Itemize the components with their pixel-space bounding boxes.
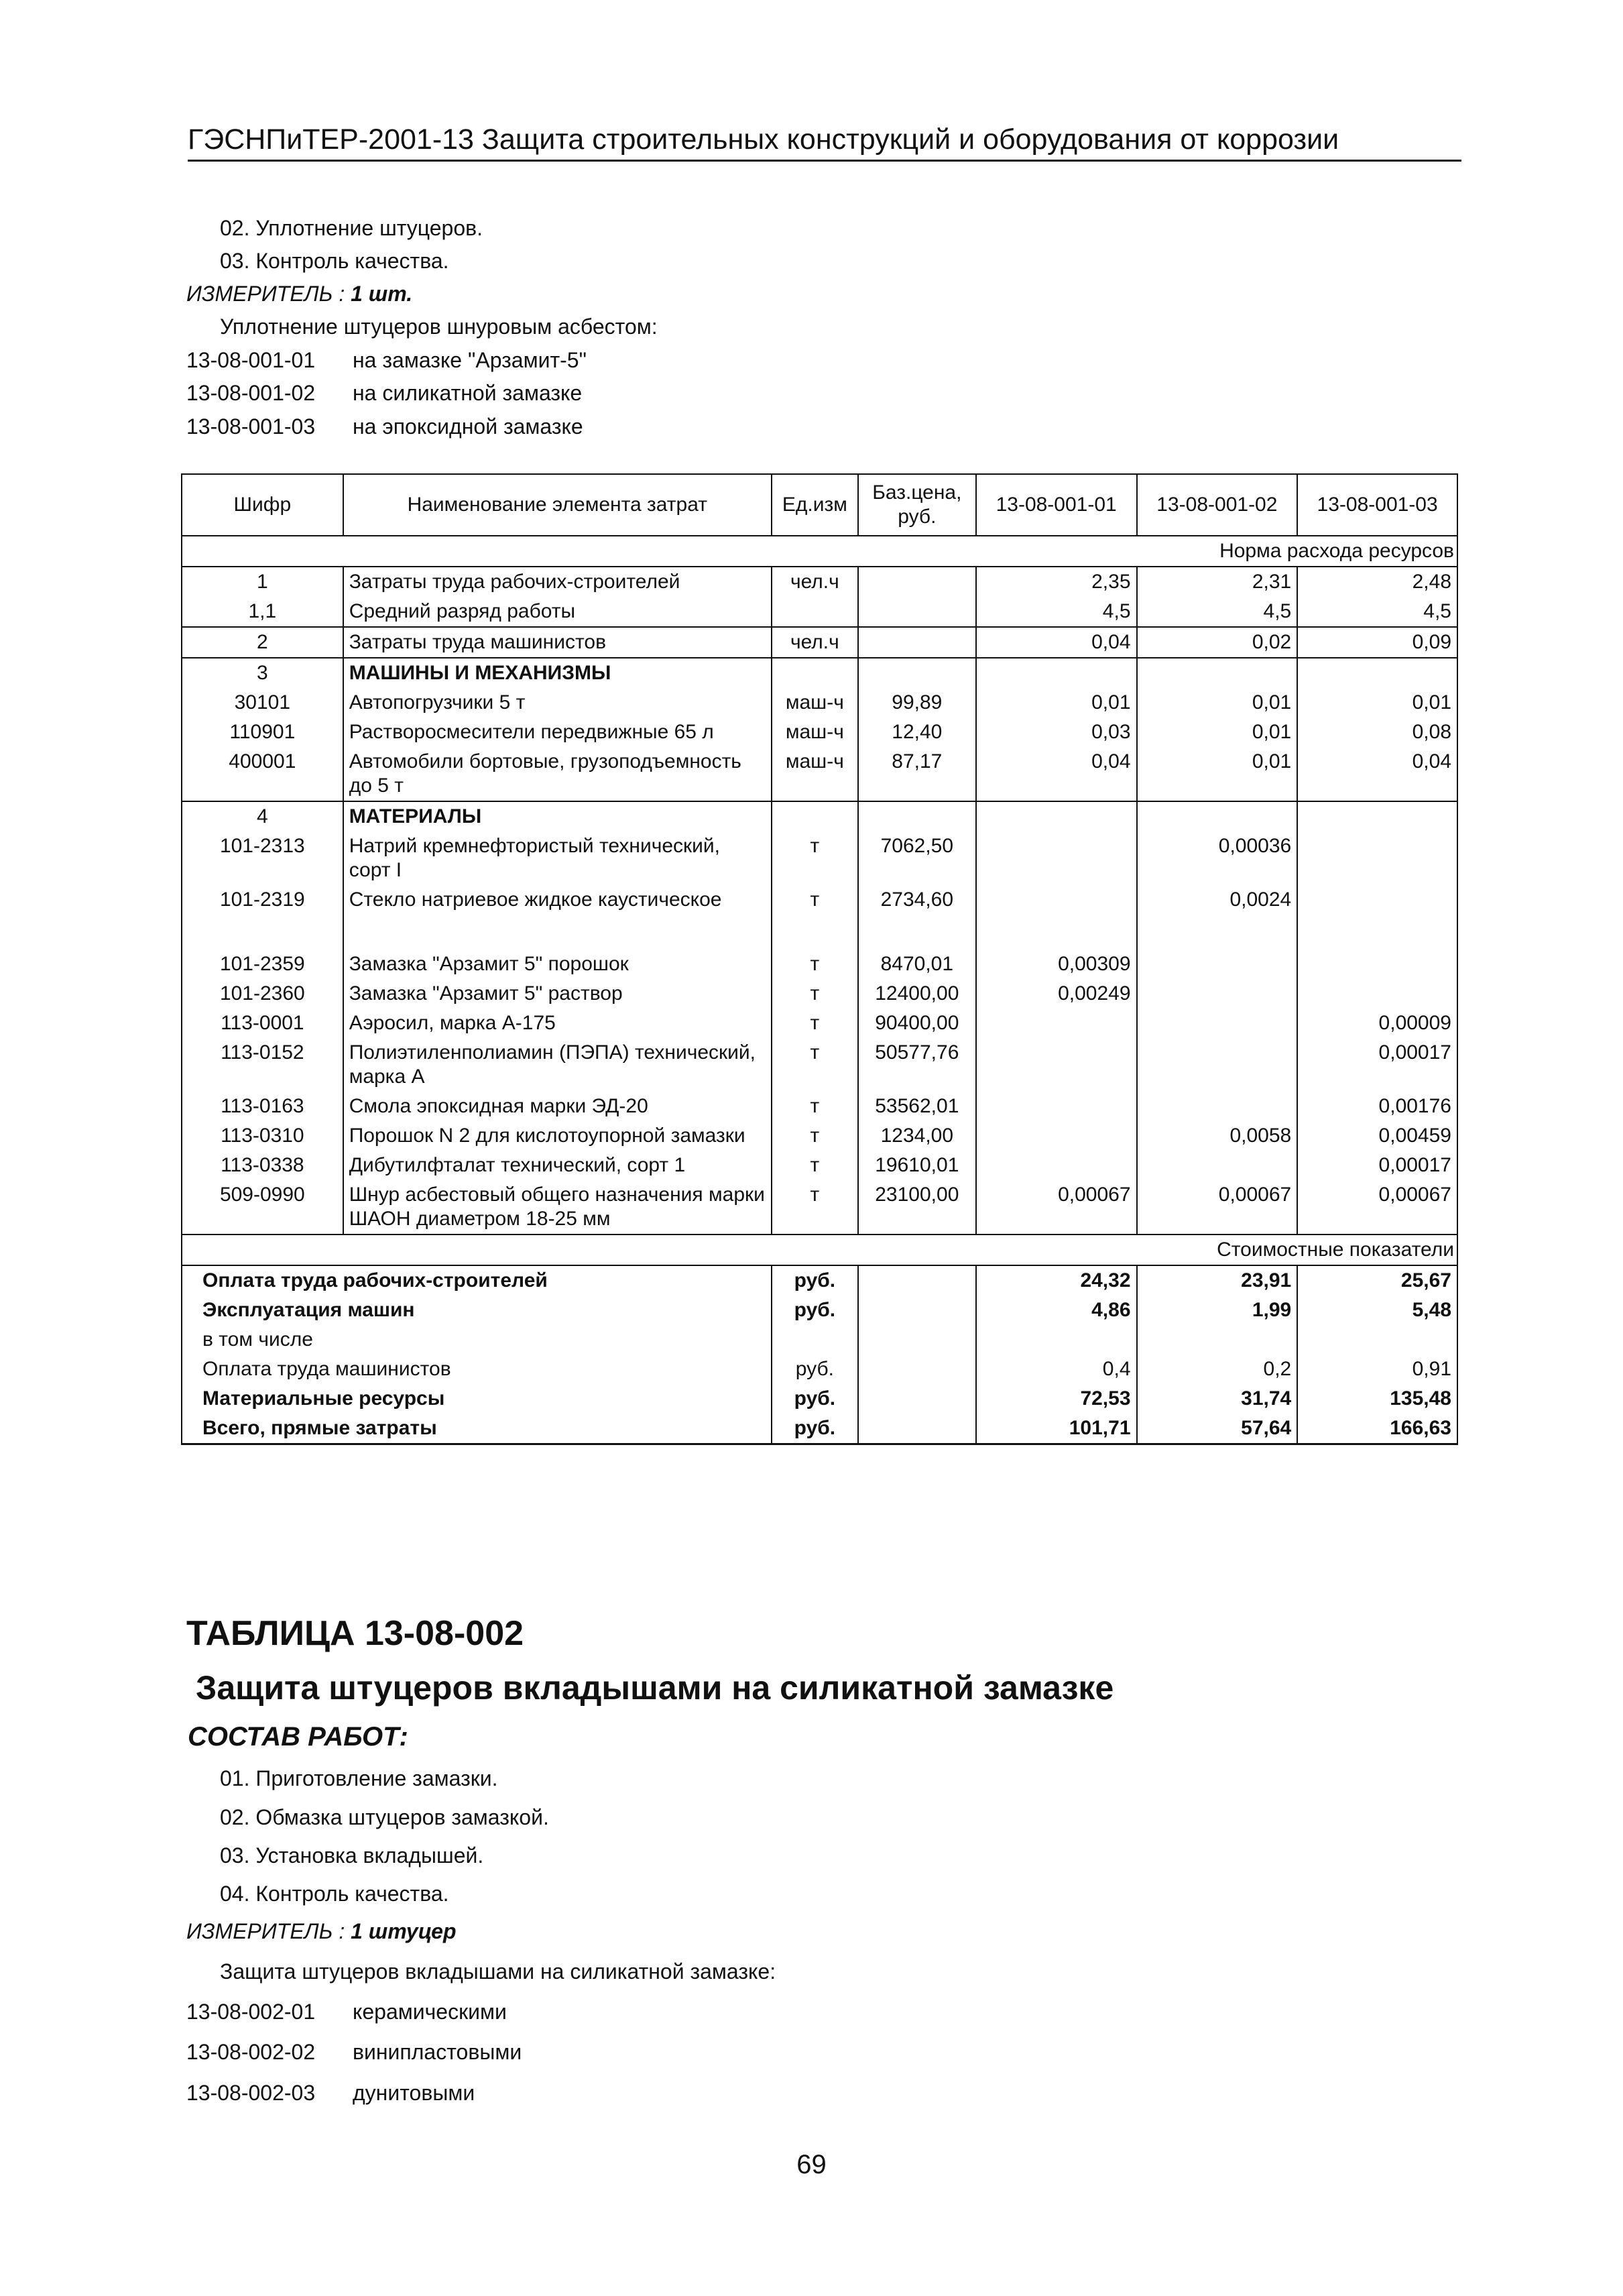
cell-unit: т <box>772 1092 858 1121</box>
table-row <box>182 567 1457 597</box>
cell-unit: т <box>772 831 858 885</box>
cell-name: Смола эпоксидная марки ЭД-20 <box>343 1092 772 1121</box>
cell-v2: 0,00067 <box>1137 1180 1298 1235</box>
meter-label: ИЗМЕРИТЕЛЬ : <box>186 282 351 306</box>
cell-price: 19610,01 <box>858 1151 976 1180</box>
col-header-variant-1: 13-08-001-01 <box>976 474 1137 536</box>
cell-unit: маш-ч <box>772 747 858 801</box>
cell-v2: 0,0024 <box>1137 885 1298 915</box>
table-row <box>182 1092 1457 1121</box>
col-header-name: Наименование элемента затрат <box>343 474 772 536</box>
cell-v1 <box>976 1151 1137 1180</box>
variant-description: Защита штуцеров вкладышами на силикатной замазке: <box>220 1959 776 1984</box>
cell-v1: 2,35 <box>976 567 1137 597</box>
variant-name: керамическими <box>353 2000 507 2024</box>
cell-code: 113-0001 <box>182 1009 343 1038</box>
cell-code: 1,1 <box>182 597 343 627</box>
variant-name: на замазке "Арзамит-5" <box>353 348 587 372</box>
section-row <box>182 658 1457 688</box>
table-row <box>182 950 1457 979</box>
work-step: 02. Уплотнение штуцеров. <box>220 216 483 240</box>
cell-name: Порошок N 2 для кислотоупорной замазки <box>343 1121 772 1151</box>
table-header-row <box>182 474 1457 536</box>
cell-v3: 4,5 <box>1297 597 1457 627</box>
table-row <box>182 885 1457 915</box>
table-row <box>182 831 1457 885</box>
cell-v3: 0,09 <box>1297 627 1457 658</box>
cost-name: Эксплуатация машин <box>182 1296 772 1325</box>
cost-v2: 0,2 <box>1137 1355 1298 1384</box>
cell-v1: 0,00249 <box>976 979 1137 1009</box>
cost-unit: руб. <box>772 1296 858 1325</box>
cell-price: 99,89 <box>858 688 976 718</box>
cost-row <box>182 1355 1457 1384</box>
table-subtitle: Защита штуцеров вкладышами на силикатной замазке <box>196 1669 1114 1707</box>
table-row <box>182 747 1457 801</box>
cell-v3 <box>1297 885 1457 915</box>
cell-v2 <box>1137 1038 1298 1092</box>
cell-unit: т <box>772 885 858 915</box>
cell-v2 <box>1137 979 1298 1009</box>
cell-v2 <box>1137 1151 1298 1180</box>
cost-v1: 72,53 <box>976 1384 1137 1414</box>
cell-price <box>858 627 976 658</box>
cell-price: 1234,00 <box>858 1121 976 1151</box>
cell-price: 53562,01 <box>858 1092 976 1121</box>
variant-code: 13-08-001-01 <box>186 348 316 372</box>
cell-v3: 2,48 <box>1297 567 1457 597</box>
cost-v1: 4,86 <box>976 1296 1137 1325</box>
cell-price: 12400,00 <box>858 979 976 1009</box>
cost-v1: 101,71 <box>976 1414 1137 1444</box>
cell-v2: 0,01 <box>1137 747 1298 801</box>
resource-norms-table <box>181 473 1458 1445</box>
cell-v1: 0,04 <box>976 747 1137 801</box>
cost-v1: 0,4 <box>976 1355 1137 1384</box>
cell-code: 113-0338 <box>182 1151 343 1180</box>
cell-v2 <box>1137 1092 1298 1121</box>
cell-v3 <box>1297 831 1457 885</box>
cell-v3 <box>1297 950 1457 979</box>
cell-v1: 0,04 <box>976 627 1137 658</box>
cell-code: 101-2319 <box>182 885 343 915</box>
variant-code: 13-08-001-02 <box>186 381 316 405</box>
cell-v1: 0,03 <box>976 718 1137 747</box>
meter-label: ИЗМЕРИТЕЛЬ : <box>186 1919 351 1943</box>
cell-price: 2734,60 <box>858 885 976 915</box>
variant-code: 13-08-001-03 <box>186 414 316 439</box>
cell-code: 509-0990 <box>182 1180 343 1235</box>
cell-v3: 0,00017 <box>1297 1151 1457 1180</box>
cell-name: Замазка "Арзамит 5" раствор <box>343 979 772 1009</box>
cell-code: 101-2359 <box>182 950 343 979</box>
cost-name: Всего, прямые затраты <box>182 1414 772 1444</box>
cell-code: 400001 <box>182 747 343 801</box>
cell-v2 <box>1137 1009 1298 1038</box>
cell-v2: 0,01 <box>1137 688 1298 718</box>
cell-unit: маш-ч <box>772 688 858 718</box>
cell-code: 3 <box>182 658 343 688</box>
cell-price: 12,40 <box>858 718 976 747</box>
work-step: 03. Контроль качества. <box>220 249 449 273</box>
table-row <box>182 1151 1457 1180</box>
cell-price: 8470,01 <box>858 950 976 979</box>
cost-row <box>182 1325 1457 1355</box>
cell-name: Растворосмесители передвижные 65 л <box>343 718 772 747</box>
cost-band-row <box>182 1235 1457 1265</box>
cost-v3: 0,91 <box>1297 1355 1457 1384</box>
variant-line <box>186 413 583 440</box>
cost-v3: 5,48 <box>1297 1296 1457 1325</box>
cell-v2: 4,5 <box>1137 597 1298 627</box>
variant-line <box>186 347 587 374</box>
col-header-code: Шифр <box>182 474 343 536</box>
cell-v1 <box>976 831 1137 885</box>
cell-name: Затраты труда рабочих-строителей <box>343 567 772 597</box>
cell-v2: 2,31 <box>1137 567 1298 597</box>
cost-row <box>182 1265 1457 1296</box>
cost-v2: 31,74 <box>1137 1384 1298 1414</box>
table-row <box>182 1009 1457 1038</box>
cost-row <box>182 1414 1457 1444</box>
variant-name: на силикатной замазке <box>353 381 583 405</box>
cell-code: 101-2313 <box>182 831 343 885</box>
cell-v1: 0,00309 <box>976 950 1137 979</box>
meter-line <box>186 280 412 307</box>
cell-unit: т <box>772 1180 858 1235</box>
cell-v3 <box>1297 979 1457 1009</box>
col-header-variant-3: 13-08-001-03 <box>1297 474 1457 536</box>
cell-name: Натрий кремнефтористый технический, сорт I <box>343 831 772 885</box>
norm-band-row <box>182 536 1457 567</box>
spacer-row <box>182 915 1457 950</box>
table-row <box>182 1180 1457 1235</box>
cell-code: 113-0152 <box>182 1038 343 1092</box>
cell-v3: 0,00176 <box>1297 1092 1457 1121</box>
cell-v3: 0,00067 <box>1297 1180 1457 1235</box>
table-row <box>182 1038 1457 1092</box>
cost-v3: 25,67 <box>1297 1265 1457 1296</box>
table-row <box>182 1121 1457 1151</box>
cell-code: 113-0163 <box>182 1092 343 1121</box>
cell-v1 <box>976 885 1137 915</box>
cell-v2: 0,01 <box>1137 718 1298 747</box>
cost-band-label: Стоимостные показатели <box>182 1235 1457 1265</box>
cost-v1: 24,32 <box>976 1265 1137 1296</box>
cell-unit <box>772 597 858 627</box>
variant-line <box>186 2039 522 2065</box>
col-header-variant-2: 13-08-001-02 <box>1137 474 1298 536</box>
cell-v2 <box>1137 950 1298 979</box>
page-number: 69 <box>796 2150 827 2179</box>
section-title: МАТЕРИАЛЫ <box>343 801 772 831</box>
cell-code: 1 <box>182 567 343 597</box>
cell-unit: маш-ч <box>772 718 858 747</box>
table-row <box>182 979 1457 1009</box>
cell-code: 101-2360 <box>182 979 343 1009</box>
variant-description: Уплотнение штуцеров шнуровым асбестом: <box>220 314 658 339</box>
cell-price: 90400,00 <box>858 1009 976 1038</box>
cost-v2: 57,64 <box>1137 1414 1298 1444</box>
cell-price <box>858 597 976 627</box>
cell-name: Полиэтиленполиамин (ПЭПА) технический, марка А <box>343 1038 772 1092</box>
work-step: 01. Приготовление замазки. <box>220 1766 498 1790</box>
cell-name: Автомобили бортовые, грузоподъемность до 5 т <box>343 747 772 801</box>
cell-unit: т <box>772 1151 858 1180</box>
table-title: ТАБЛИЦА 13-08-002 <box>186 1614 524 1653</box>
variant-name: дунитовыми <box>353 2081 475 2105</box>
cost-unit: руб. <box>772 1265 858 1296</box>
cell-price: 87,17 <box>858 747 976 801</box>
cell-v1 <box>976 1038 1137 1092</box>
cell-v2: 0,02 <box>1137 627 1298 658</box>
cell-name: Стекло натриевое жидкое каустическое <box>343 885 772 915</box>
cell-code: 4 <box>182 801 343 831</box>
cell-unit: чел.ч <box>772 567 858 597</box>
table-row <box>182 718 1457 747</box>
cell-v1 <box>976 1009 1137 1038</box>
cost-unit: руб. <box>772 1414 858 1444</box>
cell-v1: 0,00067 <box>976 1180 1137 1235</box>
col-header-price: Баз.цена, руб. <box>858 474 976 536</box>
cost-v3: 135,48 <box>1297 1384 1457 1414</box>
cell-unit: т <box>772 979 858 1009</box>
cell-v1 <box>976 1092 1137 1121</box>
cost-v2: 1,99 <box>1137 1296 1298 1325</box>
cell-v1 <box>976 1121 1137 1151</box>
cell-unit: т <box>772 1009 858 1038</box>
cell-name: Средний разряд работы <box>343 597 772 627</box>
cell-unit: т <box>772 1121 858 1151</box>
cell-price: 7062,50 <box>858 831 976 885</box>
cost-name: в том числе <box>182 1325 772 1355</box>
cell-price: 50577,76 <box>858 1038 976 1092</box>
cost-unit: руб. <box>772 1355 858 1384</box>
cost-row <box>182 1384 1457 1414</box>
cell-code: 30101 <box>182 688 343 718</box>
meter-value: 1 шт. <box>351 282 413 306</box>
cell-unit: чел.ч <box>772 627 858 658</box>
cell-v3: 0,08 <box>1297 718 1457 747</box>
variant-code: 13-08-002-03 <box>186 2081 316 2105</box>
cell-v2: 0,00036 <box>1137 831 1298 885</box>
cell-code: 113-0310 <box>182 1121 343 1151</box>
cell-name: Аэросил, марка А-175 <box>343 1009 772 1038</box>
variant-name: винипластовыми <box>353 2040 522 2064</box>
cost-name: Оплата труда машинистов <box>182 1355 772 1384</box>
cell-v1: 4,5 <box>976 597 1137 627</box>
cell-unit: т <box>772 1038 858 1092</box>
cell-v3: 0,00017 <box>1297 1038 1457 1092</box>
cost-row <box>182 1296 1457 1325</box>
table-row <box>182 627 1457 658</box>
section-title: МАШИНЫ И МЕХАНИЗМЫ <box>343 658 772 688</box>
table-row <box>182 597 1457 627</box>
cell-unit: т <box>772 950 858 979</box>
cost-v2: 23,91 <box>1137 1265 1298 1296</box>
cost-v3: 166,63 <box>1297 1414 1457 1444</box>
table-row <box>182 688 1457 718</box>
cell-name: Шнур асбестовый общего назначения марки ШАОН диаметром 18-25 мм <box>343 1180 772 1235</box>
cell-name: Затраты труда машинистов <box>343 627 772 658</box>
work-step: 04. Контроль качества. <box>220 1882 449 1906</box>
cell-name: Автопогрузчики 5 т <box>343 688 772 718</box>
cell-price: 23100,00 <box>858 1180 976 1235</box>
variant-line <box>186 380 582 406</box>
cell-price <box>858 567 976 597</box>
meter-value: 1 штуцер <box>351 1919 457 1943</box>
variant-code: 13-08-002-01 <box>186 2000 316 2024</box>
cost-unit: руб. <box>772 1384 858 1414</box>
cost-name: Оплата труда рабочих-строителей <box>182 1265 772 1296</box>
cell-v3: 0,04 <box>1297 747 1457 801</box>
cell-v3: 0,00009 <box>1297 1009 1457 1038</box>
cell-name: Замазка "Арзамит 5" порошок <box>343 950 772 979</box>
meter-line <box>186 1918 456 1945</box>
col-header-unit: Ед.изм <box>772 474 858 536</box>
variant-code: 13-08-002-02 <box>186 2040 316 2064</box>
running-header: ГЭСНПиТЕР-2001-13 Защита строительных конструкций и оборудования от коррозии <box>188 121 1461 162</box>
cell-v3: 0,00459 <box>1297 1121 1457 1151</box>
cell-v3: 0,01 <box>1297 688 1457 718</box>
cost-name: Материальные ресурсы <box>182 1384 772 1414</box>
cell-name: Дибутилфталат технический, сорт 1 <box>343 1151 772 1180</box>
work-step: 02. Обмазка штуцеров замазкой. <box>220 1805 549 1829</box>
variant-line <box>186 2079 475 2106</box>
variant-line <box>186 1998 507 2025</box>
composition-label: СОСТАВ РАБОТ: <box>188 1722 408 1752</box>
norm-band-label: Норма расхода ресурсов <box>182 536 1457 567</box>
work-step: 03. Установка вкладышей. <box>220 1843 484 1868</box>
cell-v2: 0,0058 <box>1137 1121 1298 1151</box>
section-row <box>182 801 1457 831</box>
cell-v1: 0,01 <box>976 688 1137 718</box>
cell-code: 2 <box>182 627 343 658</box>
cell-code: 110901 <box>182 718 343 747</box>
variant-name: на эпоксидной замазке <box>353 414 583 439</box>
